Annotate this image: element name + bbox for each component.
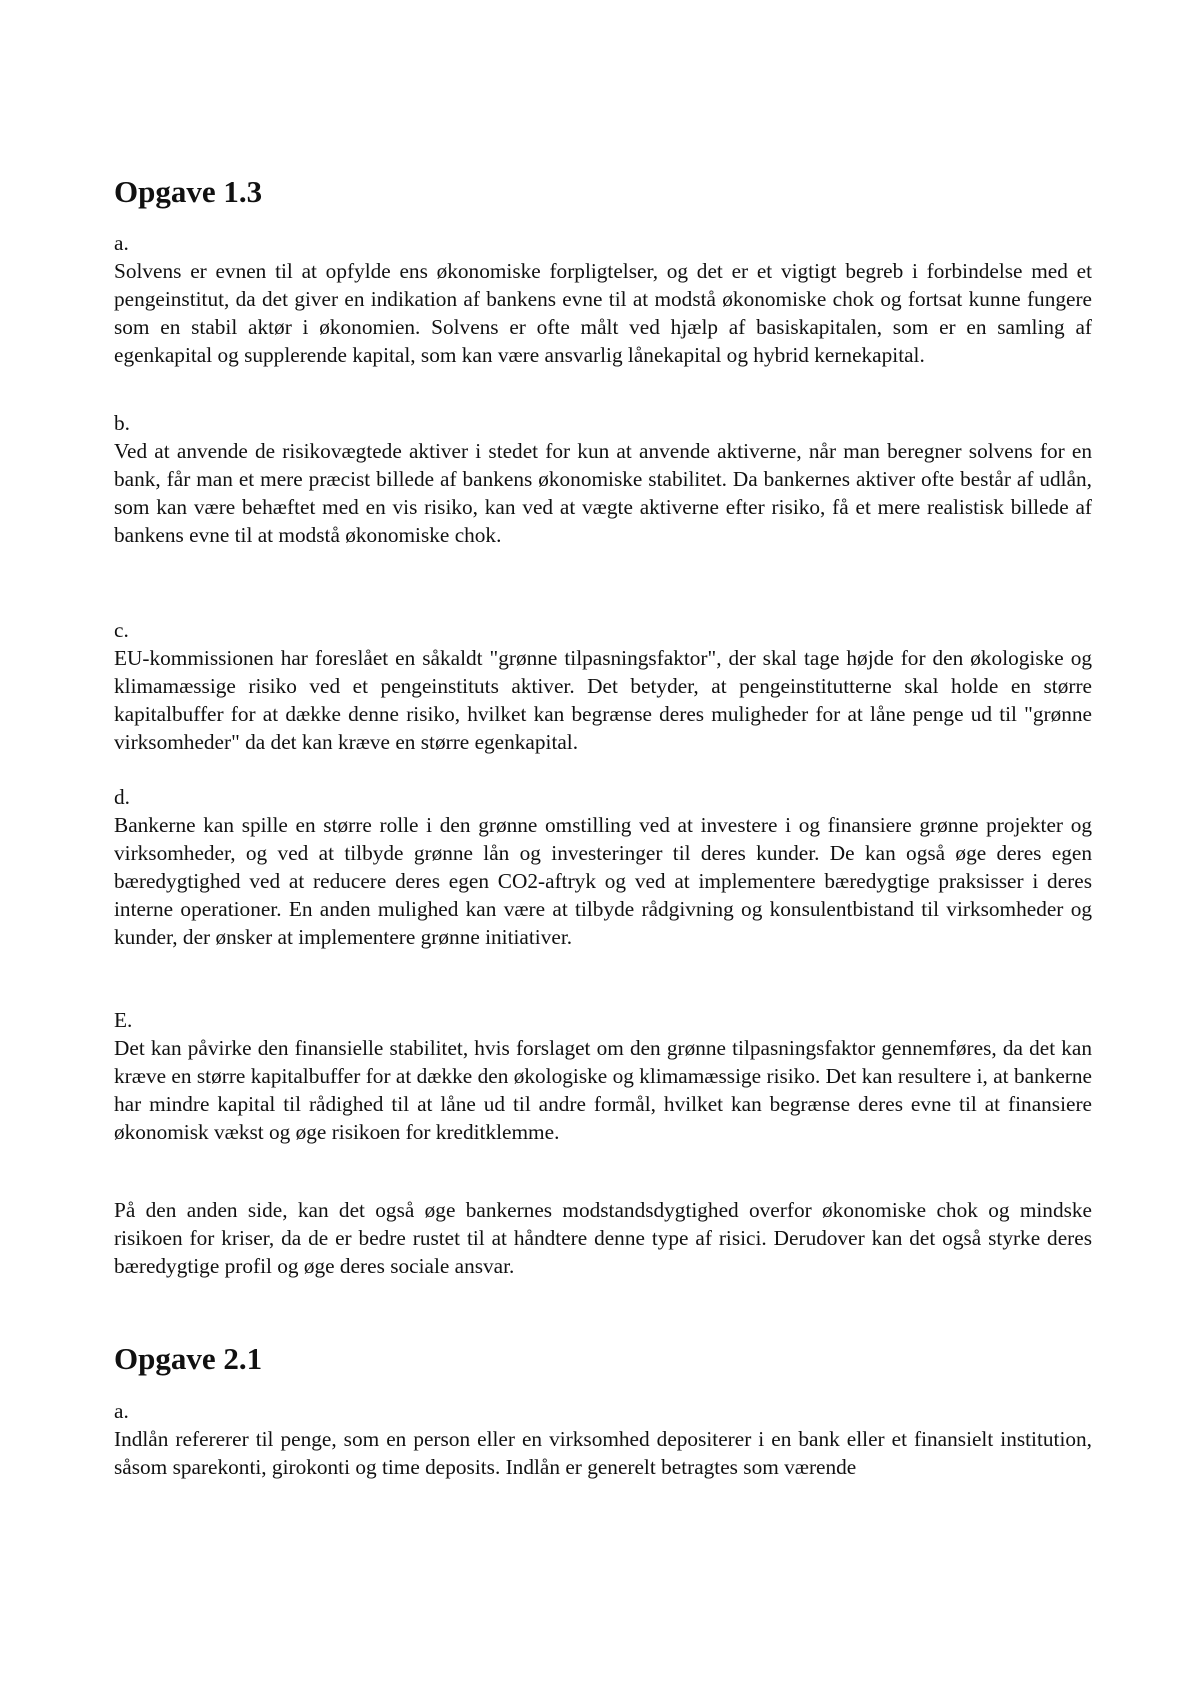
answer-text: Indlån refererer til penge, som en person eller en virksomhed depositerer i en bank eller et finansielt institution, såsom sparekonti, girokonti og time deposits. Indlån er generelt betragtes som værende (114, 1427, 1092, 1479)
section-heading-opgave-1-3: Opgave 1.3 (114, 174, 263, 209)
answer-label: b. (114, 411, 130, 435)
answer-1-3-d (114, 783, 1092, 951)
answer-1-3-b (114, 409, 1092, 549)
answer-label: E. (114, 1008, 133, 1032)
answer-text: EU-kommissionen har foreslået en såkaldt "grønne tilpasningsfaktor", der skal tage højde for den økologiske og klimamæssige risiko ved et pengeinstituts aktiver. Det betyder, at pengeinstitutterne skal holde en større kapitalbuffer for at dække denne risiko, hvilket kan begrænse deres muligheder for at låne penge ud til "grønne virksomheder" da det kan kræve en større egenkapital. (114, 646, 1092, 754)
answer-text: Det kan påvirke den finansielle stabilitet, hvis forslaget om den grønne tilpasningsfaktor gennemføres, da det kan kræve en større kapitalbuffer for at dække den økologiske og klimamæssige risiko. Det kan resultere i, at bankerne har mindre kapital til rådighed til at låne ud til andre formål, hvilket kan begrænse deres evne til at finansiere økonomisk vækst og øge risikoen for kreditklemme. (114, 1036, 1092, 1144)
answer-text: Solvens er evnen til at opfylde ens økonomiske forpligtelser, og det er et vigtigt begreb i forbindelse med et pengeinstitut, da det giver en indikation af bankens evne til at modstå økonomiske chok og fortsat kunne fungere som en stabil aktør i økonomien. Solvens er ofte målt ved hjælp af basiskapitalen, som er en samling af egenkapital og supplerende kapital, som kan være ansvarlig lånekapital og hybrid kernekapital. (114, 259, 1092, 367)
answer-label: a. (114, 1399, 129, 1423)
answer-2-1-a (114, 1397, 1092, 1481)
answer-label: a. (114, 231, 129, 255)
answer-label: c. (114, 618, 129, 642)
answer-1-3-c (114, 616, 1092, 756)
section-heading-opgave-2-1: Opgave 2.1 (114, 1341, 263, 1376)
answer-label: d. (114, 785, 130, 809)
answer-text: Bankerne kan spille en større rolle i den grønne omstilling ved at investere i og finansiere grønne projekter og virksomheder, og ved at tilbyde grønne lån og investeringer til deres kunder. De kan også øge deres egen bæredygtighed ved at reducere deres egen CO2-aftryk og ved at implementere bæredygtige praksisser i deres interne operationer. En anden mulighed kan være at tilbyde rådgivning og konsulentbistand til virksomheder og kunder, der ønsker at implementere grønne initiativer. (114, 813, 1092, 949)
answer-1-3-e (114, 1006, 1092, 1146)
closing-text: På den anden side, kan det også øge bankernes modstandsdygtighed overfor økonomiske chok og mindske risikoen for kriser, da de er bedre rustet til at håndtere denne type af risici. Derudover kan det også styrke deres bæredygtige profil og øge deres sociale ansvar. (114, 1198, 1092, 1278)
answer-1-3-a (114, 229, 1092, 369)
closing-paragraph-1-3 (114, 1196, 1092, 1280)
answer-text: Ved at anvende de risikovægtede aktiver i stedet for kun at anvende aktiverne, når man beregner solvens for en bank, får man et mere præcist billede af bankens økonomiske stabilitet. Da bankernes aktiver ofte består af udlån, som kan være behæftet med en vis risiko, kan ved at vægte aktiverne efter risiko, få et mere realistisk billede af bankens evne til at modstå økonomiske chok. (114, 439, 1092, 547)
